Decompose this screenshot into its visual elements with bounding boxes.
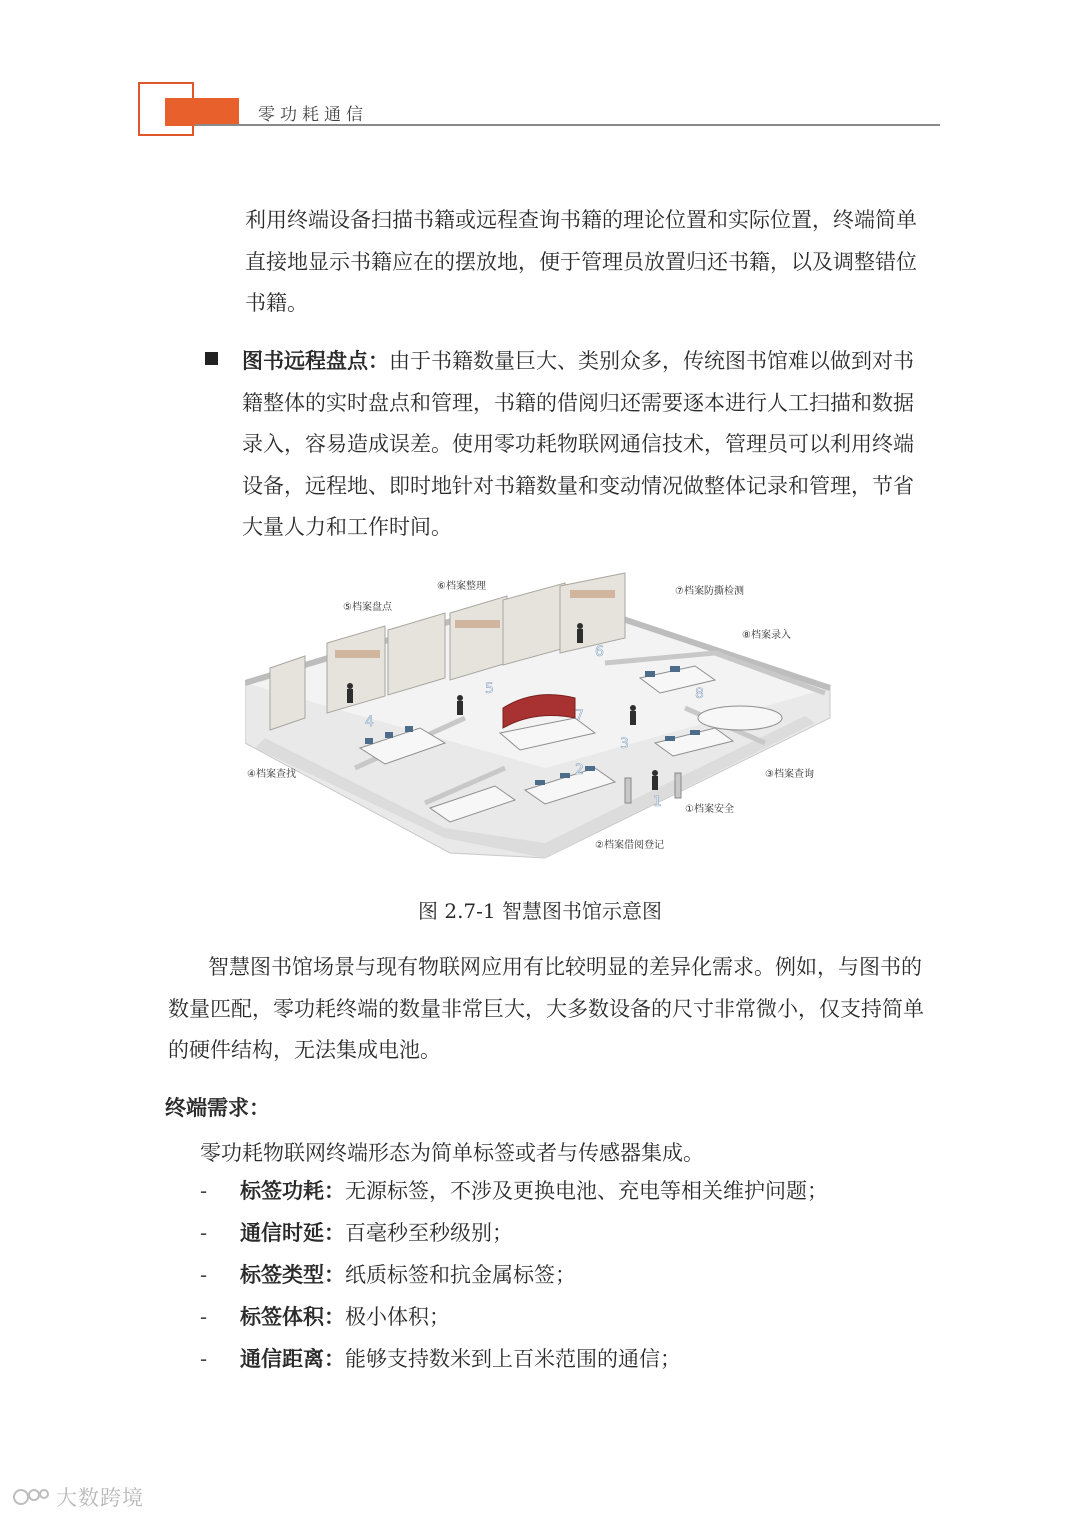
dash-bullet-icon: - (200, 1305, 208, 1329)
list-item (200, 1254, 920, 1296)
running-header-title: 零功耗通信 (258, 105, 368, 125)
item-text: 极小体积； (345, 1305, 450, 1329)
item-text: 纸质标签和抗金属标签； (345, 1263, 576, 1287)
terminal-heading: 终端需求： (165, 1095, 270, 1120)
item-term: 通信时延： (240, 1220, 345, 1245)
figure-label-1: ①档案安全 (685, 804, 734, 815)
list-item (200, 1296, 920, 1338)
item-term: 标签功耗： (240, 1178, 345, 1203)
dash-bullet-icon: - (200, 1263, 208, 1287)
marker-8: 8 (695, 686, 704, 702)
terminal-requirements-list (200, 1170, 920, 1380)
figure-label-5: ⑤档案盘点 (343, 602, 392, 613)
marker-2: 2 (575, 762, 584, 778)
smart-library-figure (245, 568, 845, 878)
figure-label-8: ⑧档案录入 (742, 630, 791, 641)
bullet-term: 图书远程盘点： (242, 348, 389, 373)
bullet-paragraph (242, 340, 932, 549)
figure-label-4: ④档案查找 (247, 769, 296, 780)
list-item (200, 1212, 920, 1254)
item-text: 无源标签，不涉及更换电池、充电等相关维护问题； (345, 1179, 828, 1203)
watermark-text: 大数跨境 (56, 1486, 144, 1510)
paragraph-1: 利用终端设备扫描书籍或远程查询书籍的理论位置和实际位置，终端简单直接地显示书籍应在的摆放地，便于管理员放置归还书籍，以及调整错位书籍。 (245, 208, 917, 315)
item-text: 能够支持数米到上百米范围的通信； (345, 1347, 681, 1371)
dash-bullet-icon: - (200, 1179, 208, 1203)
figure-caption: 图 2.7-1 智慧图书馆示意图 (417, 899, 662, 923)
list-item (200, 1170, 920, 1212)
library-floorplan-illustration (245, 568, 845, 878)
header-accent-bar (165, 98, 239, 126)
watermark-logo-icon (12, 1485, 52, 1509)
square-bullet-icon (205, 352, 218, 365)
marker-4: 4 (365, 714, 374, 730)
marker-3: 3 (620, 736, 629, 752)
marker-5: 5 (485, 681, 494, 697)
marker-1: 1 (653, 794, 662, 810)
item-term: 通信距离： (240, 1346, 345, 1371)
figure-label-7: ⑦档案防撕检测 (675, 586, 744, 597)
dash-bullet-icon: - (200, 1221, 208, 1245)
item-term: 标签体积： (240, 1304, 345, 1329)
marker-6: 6 (595, 644, 604, 660)
figure-label-6: ⑥档案整理 (437, 581, 486, 592)
item-term: 标签类型： (240, 1262, 345, 1287)
figure-label-2: ②档案借阅登记 (595, 840, 664, 851)
item-text: 百毫秒至秒级别； (345, 1221, 513, 1245)
marker-7: 7 (575, 708, 584, 724)
terminal-intro: 零功耗物联网终端形态为简单标签或者与传感器集成。 (200, 1141, 704, 1165)
paragraph-3: 智慧图书馆场景与现有物联网应用有比较明显的差异化需求。例如，与图书的数量匹配，零功耗终端的数量非常巨大，大多数设备的尺寸非常微小，仅支持简单的硬件结构，无法集成电池。 (168, 955, 924, 1062)
figure-label-3: ③档案查询 (765, 769, 814, 780)
watermark (12, 1482, 144, 1512)
dash-bullet-icon: - (200, 1347, 208, 1371)
bullet-text: 由于书籍数量巨大、类别众多，传统图书馆难以做到对书籍整体的实时盘点和管理，书籍的借阅归还需要逐本进行人工扫描和数据录入，容易造成误差。使用零功耗物联网通信技术，管理员可以利用终端设备，远程地、即时地针对书籍数量和变动情况做整体记录和管理，节省大量人力和工作时间。 (242, 349, 914, 539)
list-item (200, 1338, 920, 1380)
